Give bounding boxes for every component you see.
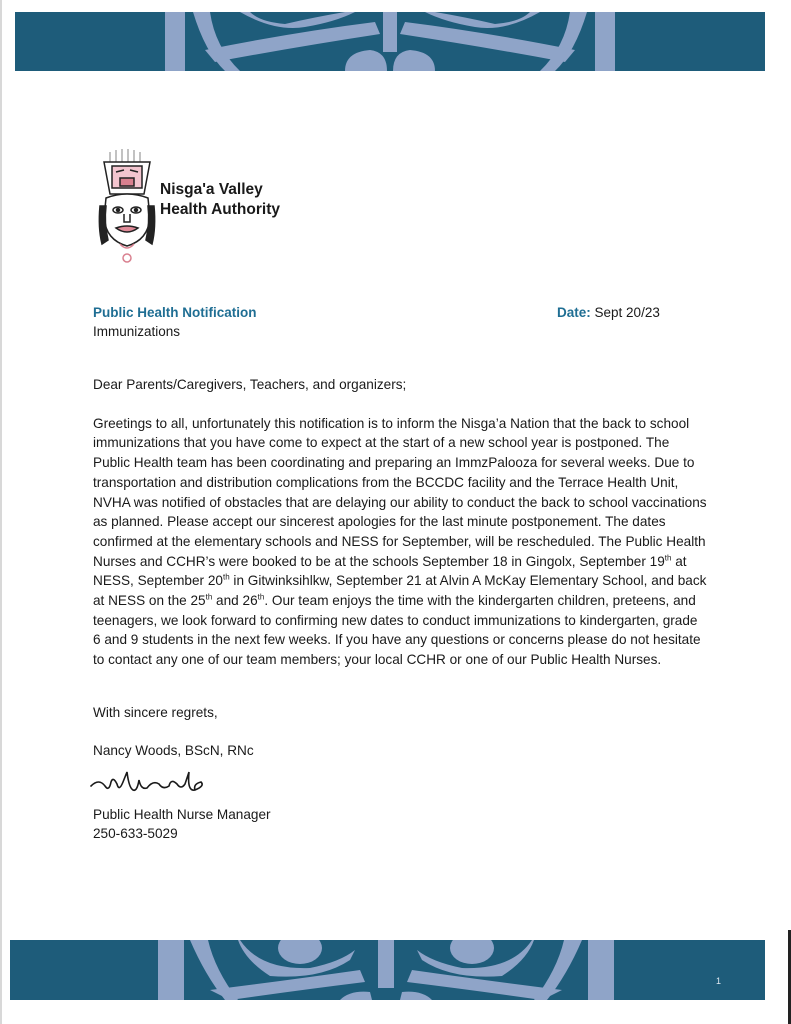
letter-body bbox=[93, 375, 708, 689]
body-paragraph bbox=[93, 414, 708, 670]
scan-edge bbox=[0, 0, 2, 1024]
notice-title: Public Health Notification bbox=[93, 305, 257, 320]
salutation: Dear Parents/Caregivers, Teachers, and organizers; bbox=[93, 377, 407, 392]
ordinal-suffix: th bbox=[222, 572, 230, 582]
organization-name bbox=[160, 180, 280, 220]
notice-heading bbox=[93, 303, 257, 341]
handwritten-signature-icon bbox=[89, 768, 219, 800]
organization-name-line1: Nisga'a Valley bbox=[160, 181, 263, 198]
ordinal-suffix: th bbox=[664, 553, 672, 563]
date-label: Date: bbox=[557, 305, 591, 320]
closing: With sincere regrets, bbox=[93, 705, 218, 720]
notice-subtitle: Immunizations bbox=[93, 324, 181, 339]
ordinal-suffix: th bbox=[257, 592, 265, 602]
footer-band bbox=[10, 940, 765, 1000]
page-number: 1 bbox=[715, 976, 721, 986]
signer-name: Nancy Woods, BScN, RNc bbox=[93, 743, 254, 758]
organization-name-line2: Health Authority bbox=[160, 201, 280, 218]
signer-role: Public Health Nurse Manager bbox=[93, 807, 271, 822]
notice-date bbox=[557, 305, 660, 320]
formline-crest-logo-icon bbox=[96, 148, 158, 264]
body-text: . Our team enjoys the time with the kindergarten children, preteens, and teenagers, we look forward to confirming new dates to conduct immunizations to kindergarten, grade 6 and 9 students in the next few weeks. If you have any questions or concerns please do not hesitate to contact any one of our team members; your local CCHR or one of our Public Health Nurses. bbox=[93, 593, 701, 668]
formline-pattern-icon bbox=[10, 940, 765, 1000]
formline-pattern-icon bbox=[15, 12, 765, 71]
ordinal-suffix: th bbox=[205, 592, 213, 602]
body-text: in Gitwinksihlkw, September 21 at Alvin A McKay Elementary School, and back at NESS on the 25 bbox=[93, 573, 707, 609]
date-value: Sept 20/23 bbox=[594, 305, 660, 320]
signoff-block bbox=[93, 703, 271, 843]
body-text: at NESS, September 20 bbox=[93, 553, 687, 589]
signer-phone: 250-633-5029 bbox=[93, 826, 178, 841]
header-band bbox=[15, 12, 765, 71]
body-text: and 26 bbox=[212, 593, 258, 609]
body-text: Greetings to all, unfortunately this notification is to inform the Nisga’a Nation that the back to school immunizations that you have come to expect at the start of a new school year is postponed. The Public Health team has been coordinating and preparing an ImmzPalooza for several weeks. Due to transportation and distribution complications from the BCCDC facility and the Terrace Health Unit, NVHA was notified of obstacles that are delaying our ability to conduct the back to school vaccinations as planned. Please accept our sincerest apologies for the last minute postponement. The dates confirmed at the elementary schools and NESS for September, will be rescheduled. The Public Health Nurses and CCHR’s were booked to be at the schools September 18 in Gingolx, September 19 bbox=[93, 415, 707, 569]
